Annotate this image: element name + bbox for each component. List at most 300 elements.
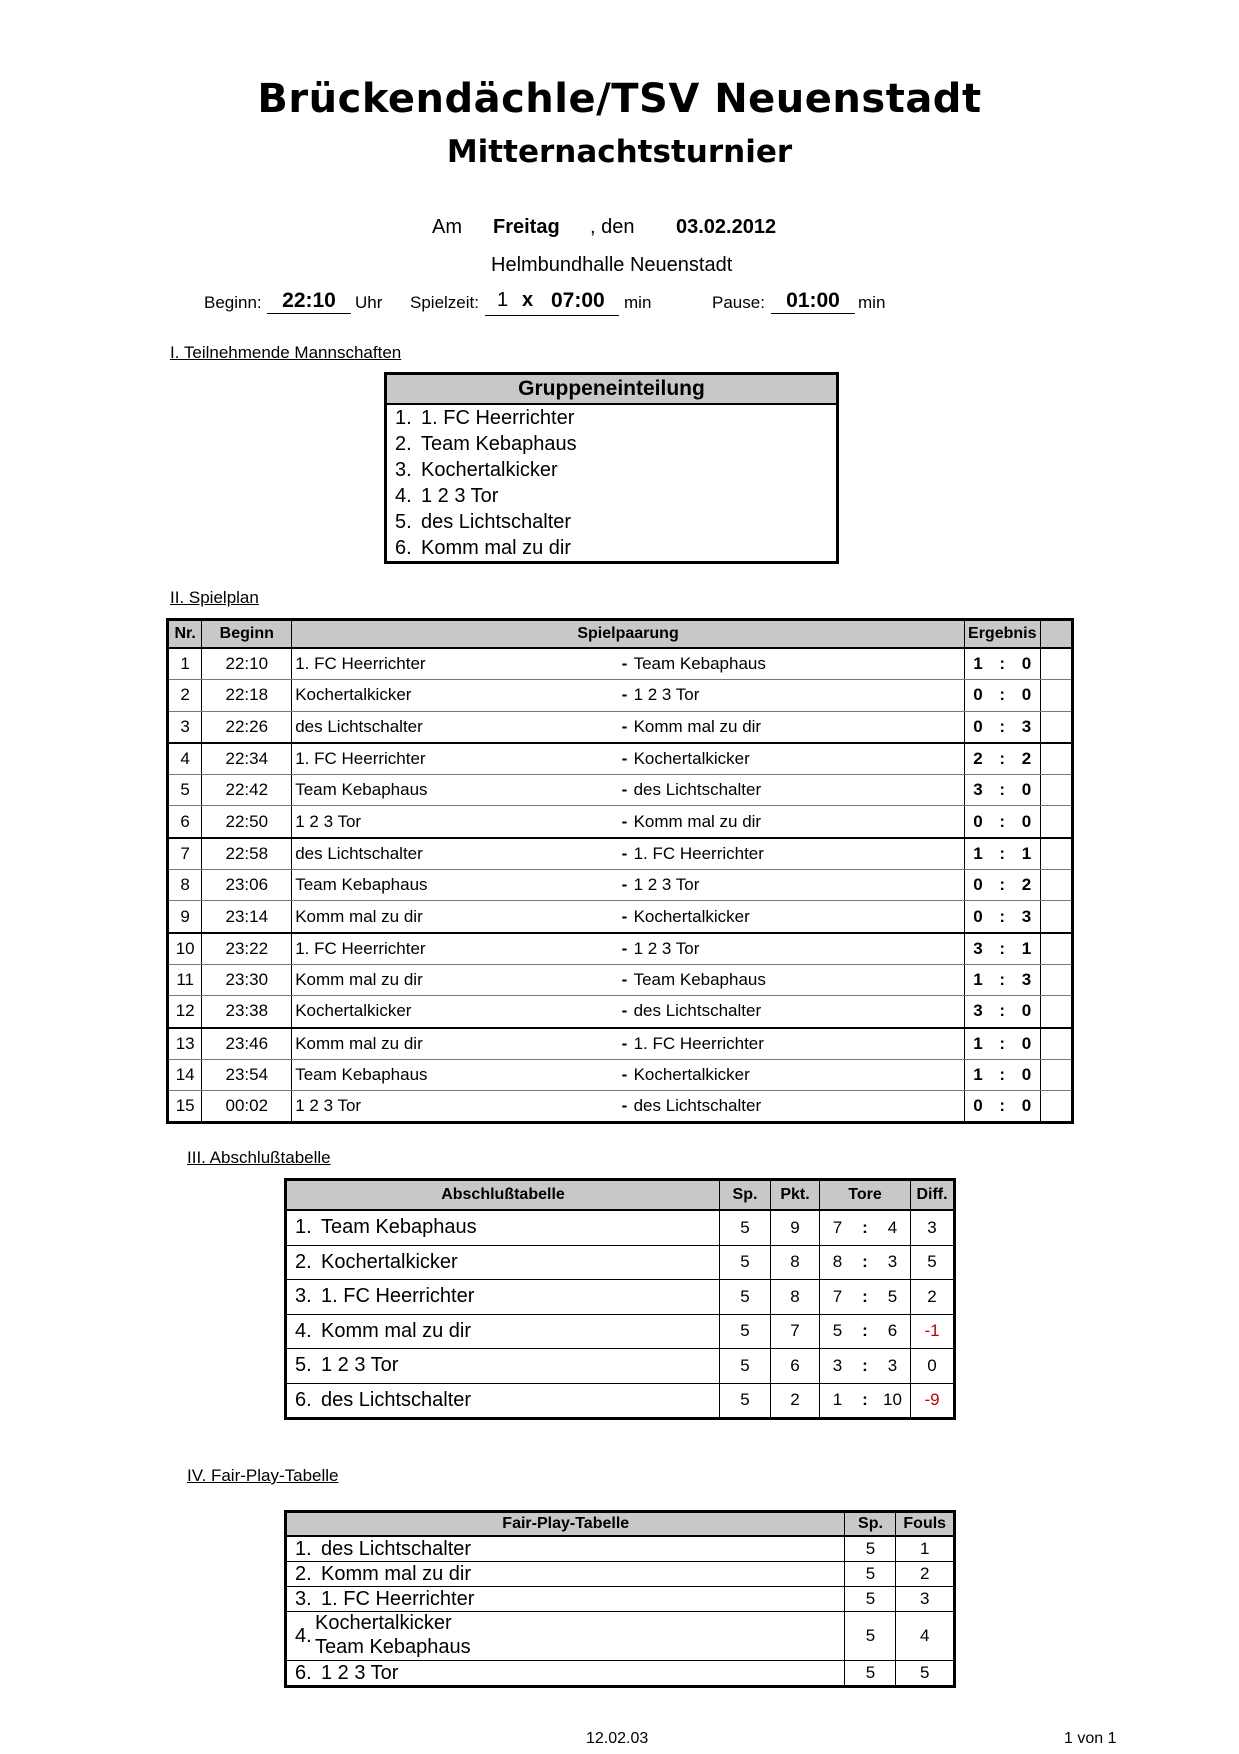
standings-diff: 2 <box>911 1280 955 1315</box>
match-row <box>168 870 1073 901</box>
match-score-colon: : <box>991 775 1013 806</box>
standings-rank: 2. <box>295 1250 312 1273</box>
standings-rank: 1. <box>295 1216 312 1239</box>
match-extra-cell <box>1040 775 1072 806</box>
match-time: 22:50 <box>202 806 292 838</box>
match-nr: 14 <box>168 1059 202 1090</box>
standings-row <box>286 1210 955 1245</box>
standings-goals-for: 7 <box>820 1280 856 1315</box>
group-team-cell <box>386 509 838 535</box>
match-home-team: Komm mal zu dir <box>292 964 619 995</box>
standings-diff: -9 <box>911 1383 955 1419</box>
match-away-team: Kochertalkicker <box>631 901 965 933</box>
match-extra-cell <box>1040 743 1072 775</box>
standings-goals-for: 7 <box>820 1210 856 1245</box>
group-team-row <box>386 431 838 457</box>
match-extra-cell <box>1040 1091 1072 1123</box>
match-score-colon: : <box>991 838 1013 870</box>
match-time: 23:06 <box>202 870 292 901</box>
group-table-header: Gruppeneinteilung <box>386 374 838 405</box>
match-score-colon: : <box>991 1028 1013 1060</box>
col-extra <box>1040 620 1072 649</box>
match-score-colon: : <box>991 806 1013 838</box>
standings-goals-colon: : <box>855 1349 875 1384</box>
standings-pkt: 6 <box>771 1349 820 1384</box>
document-title: Brückendächle/TSV Neuenstadt <box>257 76 982 122</box>
match-dash: - <box>618 648 630 680</box>
match-row <box>168 964 1073 995</box>
abschluss-table <box>284 1178 956 1420</box>
col-ergebnis: Ergebnis <box>964 620 1040 649</box>
fairplay-team-name: des Lichtschalter <box>321 1537 472 1560</box>
match-nr: 13 <box>168 1028 202 1060</box>
spielzeit-field <box>485 289 619 316</box>
match-away-goals: 0 <box>1013 1091 1040 1123</box>
fairplay-row <box>286 1562 955 1587</box>
match-row <box>168 711 1073 743</box>
fairplay-sp: 5 <box>845 1612 896 1661</box>
match-row <box>168 1091 1073 1123</box>
standings-team-name: Kochertalkicker <box>321 1250 458 1273</box>
match-row <box>168 901 1073 933</box>
match-score-colon: : <box>991 901 1013 933</box>
match-home-goals: 0 <box>964 901 991 933</box>
fairplay-rank: 3. <box>295 1587 312 1610</box>
match-nr: 4 <box>168 743 202 775</box>
standings-team-cell <box>286 1383 720 1419</box>
fairplay-fouls: 1 <box>896 1536 955 1562</box>
col-fairplay-fouls: Fouls <box>896 1512 955 1537</box>
match-score-colon: : <box>991 711 1013 743</box>
fairplay-sp: 5 <box>845 1536 896 1562</box>
group-team-name: Komm mal zu dir <box>421 536 572 559</box>
match-nr: 5 <box>168 775 202 806</box>
standings-team-cell <box>286 1210 720 1245</box>
group-team-name: 1. FC Heerrichter <box>421 406 575 429</box>
col-fairplay-sp: Sp. <box>845 1512 896 1537</box>
match-away-team: des Lichtschalter <box>631 996 965 1028</box>
match-extra-cell <box>1040 964 1072 995</box>
standings-goals-for: 1 <box>820 1383 856 1419</box>
match-time: 23:22 <box>202 933 292 965</box>
match-away-goals: 2 <box>1013 870 1040 901</box>
match-home-goals: 1 <box>964 1059 991 1090</box>
match-row <box>168 775 1073 806</box>
fairplay-sp: 5 <box>845 1587 896 1612</box>
document-subtitle: Mitternachtsturnier <box>446 134 793 170</box>
standings-row <box>286 1245 955 1280</box>
standings-sp: 5 <box>720 1349 771 1384</box>
match-home-team: des Lichtschalter <box>292 838 619 870</box>
group-team-rank: 4. <box>395 484 412 507</box>
standings-team-name: Team Kebaphaus <box>321 1216 477 1239</box>
standings-goals-colon: : <box>855 1245 875 1280</box>
fairplay-sp: 5 <box>845 1661 896 1687</box>
standings-goals-colon: : <box>855 1210 875 1245</box>
fairplay-fouls: 3 <box>896 1587 955 1612</box>
match-nr: 1 <box>168 648 202 680</box>
match-home-goals: 0 <box>964 1091 991 1123</box>
match-home-team: 1. FC Heerrichter <box>292 648 619 680</box>
match-dash: - <box>618 870 630 901</box>
match-nr: 7 <box>168 838 202 870</box>
match-extra-cell <box>1040 901 1072 933</box>
match-extra-cell <box>1040 680 1072 711</box>
match-row <box>168 680 1073 711</box>
match-home-goals: 1 <box>964 1028 991 1060</box>
col-abschluss-tore: Tore <box>820 1180 911 1211</box>
standings-row <box>286 1349 955 1384</box>
match-away-team: 1 2 3 Tor <box>631 933 965 965</box>
match-away-team: 1 2 3 Tor <box>631 680 965 711</box>
fairplay-team-name: Komm mal zu dir <box>321 1562 472 1585</box>
group-team-name: 1 2 3 Tor <box>421 484 499 507</box>
group-team-name: des Lichtschalter <box>421 510 572 533</box>
standings-team-name: 1 2 3 Tor <box>321 1354 399 1377</box>
section-teams-heading: I. Teilnehmende Mannschaften <box>170 343 402 362</box>
fairplay-team-cell <box>286 1587 845 1612</box>
match-home-goals: 0 <box>964 806 991 838</box>
standings-goals-against: 6 <box>875 1314 911 1349</box>
fairplay-fouls: 2 <box>896 1562 955 1587</box>
match-time: 23:38 <box>202 996 292 1028</box>
standings-goals-against: 3 <box>875 1349 911 1384</box>
match-nr: 2 <box>168 680 202 711</box>
match-time: 22:26 <box>202 711 292 743</box>
match-dash: - <box>618 680 630 711</box>
match-score-colon: : <box>991 996 1013 1028</box>
group-team-name: Kochertalkicker <box>421 458 558 481</box>
standings-goals-against: 3 <box>875 1245 911 1280</box>
standings-diff: 3 <box>911 1210 955 1245</box>
match-away-team: Kochertalkicker <box>631 743 965 775</box>
match-away-goals: 3 <box>1013 711 1040 743</box>
match-dash: - <box>618 964 630 995</box>
fairplay-fouls: 4 <box>896 1612 955 1661</box>
group-team-cell <box>386 535 838 563</box>
fairplay-rank: 1. <box>295 1537 312 1560</box>
group-team-cell <box>386 483 838 509</box>
standings-goals-against: 4 <box>875 1210 911 1245</box>
group-team-rank: 5. <box>395 510 412 533</box>
standings-sp: 5 <box>720 1383 771 1419</box>
match-extra-cell <box>1040 933 1072 965</box>
match-nr: 9 <box>168 901 202 933</box>
venue: Helmbundhalle Neuenstadt <box>491 254 733 276</box>
standings-row <box>286 1280 955 1315</box>
match-away-goals: 1 <box>1013 933 1040 965</box>
match-time: 23:30 <box>202 964 292 995</box>
match-nr: 8 <box>168 870 202 901</box>
match-extra-cell <box>1040 838 1072 870</box>
match-away-team: Komm mal zu dir <box>631 711 965 743</box>
standings-pkt: 8 <box>771 1280 820 1315</box>
standings-pkt: 7 <box>771 1314 820 1349</box>
spielzeit-value: 07:00 <box>551 289 605 312</box>
match-home-goals: 3 <box>964 775 991 806</box>
match-extra-cell <box>1040 1028 1072 1060</box>
standings-sp: 5 <box>720 1245 771 1280</box>
group-table-body <box>386 404 838 563</box>
match-nr: 11 <box>168 964 202 995</box>
match-time: 23:14 <box>202 901 292 933</box>
fairplay-row <box>286 1661 955 1687</box>
match-dash: - <box>618 933 630 965</box>
group-team-row <box>386 483 838 509</box>
standings-team-name: des Lichtschalter <box>321 1388 472 1411</box>
match-away-goals: 0 <box>1013 775 1040 806</box>
match-row <box>168 838 1073 870</box>
section-spielplan-heading: II. Spielplan <box>170 588 259 607</box>
col-beginn: Beginn <box>202 620 292 649</box>
standings-rank: 4. <box>295 1319 312 1342</box>
footer-page: 1 von 1 <box>1064 1730 1117 1747</box>
match-score-colon: : <box>991 648 1013 680</box>
standings-diff: 0 <box>911 1349 955 1384</box>
den-label: , den <box>590 216 635 238</box>
group-team-cell <box>386 457 838 483</box>
col-nr: Nr. <box>168 620 202 649</box>
group-table <box>384 372 839 564</box>
standings-goals-colon: : <box>855 1314 875 1349</box>
pause-value: 01:00 <box>771 289 855 314</box>
match-home-team: des Lichtschalter <box>292 711 619 743</box>
match-away-team: des Lichtschalter <box>631 1091 965 1123</box>
standings-pkt: 9 <box>771 1210 820 1245</box>
match-away-goals: 0 <box>1013 648 1040 680</box>
pause-label: Pause: <box>712 293 765 312</box>
group-team-row <box>386 509 838 535</box>
standings-team-cell <box>286 1314 720 1349</box>
match-dash: - <box>618 1091 630 1123</box>
match-nr: 10 <box>168 933 202 965</box>
match-time: 00:02 <box>202 1091 292 1123</box>
match-home-team: Team Kebaphaus <box>292 870 619 901</box>
match-home-team: Team Kebaphaus <box>292 775 619 806</box>
match-away-goals: 0 <box>1013 806 1040 838</box>
standings-rank: 6. <box>295 1388 312 1411</box>
standings-goals-against: 10 <box>875 1383 911 1419</box>
fairplay-rank: 4. <box>286 1612 316 1661</box>
group-team-row <box>386 535 838 563</box>
standings-sp: 5 <box>720 1314 771 1349</box>
standings-sp: 5 <box>720 1210 771 1245</box>
section-abschluss-heading: III. Abschlußtabelle <box>187 1148 331 1167</box>
match-away-goals: 3 <box>1013 964 1040 995</box>
match-dash: - <box>618 743 630 775</box>
match-extra-cell <box>1040 711 1072 743</box>
standings-goals-colon: : <box>855 1280 875 1315</box>
match-away-team: Komm mal zu dir <box>631 806 965 838</box>
match-row <box>168 806 1073 838</box>
fairplay-team-name: Kochertalkicker <box>315 1612 452 1634</box>
uhr-label: Uhr <box>355 293 383 312</box>
match-home-team: 1. FC Heerrichter <box>292 933 619 965</box>
match-time: 22:18 <box>202 680 292 711</box>
fairplay-row <box>286 1587 955 1612</box>
standings-team-cell <box>286 1280 720 1315</box>
match-nr: 15 <box>168 1091 202 1123</box>
standings-rank: 3. <box>295 1285 312 1308</box>
match-home-team: Komm mal zu dir <box>292 901 619 933</box>
match-home-goals: 2 <box>964 743 991 775</box>
match-home-team: Kochertalkicker <box>292 996 619 1028</box>
match-time: 22:42 <box>202 775 292 806</box>
match-home-goals: 0 <box>964 711 991 743</box>
match-home-team: Team Kebaphaus <box>292 1059 619 1090</box>
min-label: min <box>624 293 652 312</box>
match-score-colon: : <box>991 870 1013 901</box>
match-home-goals: 1 <box>964 648 991 680</box>
group-team-row <box>386 457 838 483</box>
match-home-goals: 1 <box>964 964 991 995</box>
match-score-colon: : <box>991 964 1013 995</box>
fairplay-rank: 6. <box>295 1661 312 1684</box>
standings-pkt: 8 <box>771 1245 820 1280</box>
match-away-goals: 0 <box>1013 1028 1040 1060</box>
standings-goals-against: 5 <box>875 1280 911 1315</box>
fairplay-team-cell <box>286 1661 845 1687</box>
match-dash: - <box>618 775 630 806</box>
match-score-colon: : <box>991 743 1013 775</box>
match-away-team: Team Kebaphaus <box>631 964 965 995</box>
match-row <box>168 1059 1073 1090</box>
match-time: 22:34 <box>202 743 292 775</box>
match-nr: 12 <box>168 996 202 1028</box>
match-home-goals: 3 <box>964 933 991 965</box>
match-away-team: Kochertalkicker <box>631 1059 965 1090</box>
col-spielpaarung: Spielpaarung <box>292 620 965 649</box>
match-away-team: des Lichtschalter <box>631 775 965 806</box>
col-abschluss-team: Abschlußtabelle <box>286 1180 720 1211</box>
match-dash: - <box>618 1059 630 1090</box>
fairplay-rank: 2. <box>295 1562 312 1585</box>
col-abschluss-sp: Sp. <box>720 1180 771 1211</box>
fairplay-team-name: Team Kebaphaus <box>315 1636 471 1658</box>
match-home-team: Kochertalkicker <box>292 680 619 711</box>
match-home-team: 1. FC Heerrichter <box>292 743 619 775</box>
standings-row <box>286 1314 955 1349</box>
match-home-goals: 1 <box>964 838 991 870</box>
match-away-goals: 3 <box>1013 901 1040 933</box>
standings-goals-for: 5 <box>820 1314 856 1349</box>
beginn-value: 22:10 <box>267 289 351 314</box>
group-team-rank: 6. <box>395 536 412 559</box>
fairplay-team-cell <box>286 1562 845 1587</box>
match-time: 23:46 <box>202 1028 292 1060</box>
spielzeit-count: 1 <box>497 289 509 311</box>
match-row <box>168 648 1073 680</box>
group-team-name: Team Kebaphaus <box>421 432 577 455</box>
match-nr: 3 <box>168 711 202 743</box>
group-team-cell <box>386 404 838 431</box>
match-dash: - <box>618 901 630 933</box>
standings-diff: 5 <box>911 1245 955 1280</box>
min-label-2: min <box>858 293 886 312</box>
match-extra-cell <box>1040 1059 1072 1090</box>
match-home-team: 1 2 3 Tor <box>292 806 619 838</box>
match-away-goals: 0 <box>1013 680 1040 711</box>
match-row <box>168 1028 1073 1060</box>
standings-goals-for: 8 <box>820 1245 856 1280</box>
col-abschluss-diff: Diff. <box>911 1180 955 1211</box>
am-label: Am <box>432 216 462 238</box>
match-away-team: 1. FC Heerrichter <box>631 838 965 870</box>
match-score-colon: : <box>991 1091 1013 1123</box>
match-extra-cell <box>1040 806 1072 838</box>
fairplay-sp: 5 <box>845 1562 896 1587</box>
match-away-team: 1 2 3 Tor <box>631 870 965 901</box>
fairplay-team-cell <box>286 1536 845 1562</box>
match-row <box>168 996 1073 1028</box>
group-team-rank: 1. <box>395 406 412 429</box>
fairplay-team-cell <box>315 1612 845 1661</box>
match-dash: - <box>618 838 630 870</box>
spielzeit-label: Spielzeit: <box>410 293 479 312</box>
spielzeit-x: x <box>522 289 534 311</box>
footer-date: 12.02.03 <box>586 1730 649 1747</box>
beginn-label: Beginn: <box>204 293 262 312</box>
standings-row <box>286 1383 955 1419</box>
spielplan-body <box>168 648 1073 1123</box>
abschluss-body <box>286 1210 955 1419</box>
spielplan-table <box>166 618 1074 1124</box>
match-dash: - <box>618 996 630 1028</box>
fairplay-fouls: 5 <box>896 1661 955 1687</box>
match-away-goals: 0 <box>1013 996 1040 1028</box>
match-extra-cell <box>1040 648 1072 680</box>
fairplay-body <box>286 1536 955 1687</box>
standings-diff: -1 <box>911 1314 955 1349</box>
match-extra-cell <box>1040 870 1072 901</box>
match-score-colon: : <box>991 1059 1013 1090</box>
match-away-team: 1. FC Heerrichter <box>631 1028 965 1060</box>
match-row <box>168 743 1073 775</box>
standings-goals-colon: : <box>855 1383 875 1419</box>
standings-team-cell <box>286 1349 720 1384</box>
match-home-goals: 0 <box>964 680 991 711</box>
group-team-row <box>386 404 838 431</box>
standings-team-name: 1. FC Heerrichter <box>321 1285 475 1308</box>
day-value: Freitag <box>493 216 560 238</box>
fairplay-row <box>286 1536 955 1562</box>
standings-sp: 5 <box>720 1280 771 1315</box>
match-home-team: 1 2 3 Tor <box>292 1091 619 1123</box>
match-away-goals: 1 <box>1013 838 1040 870</box>
match-home-goals: 0 <box>964 870 991 901</box>
group-team-cell <box>386 431 838 457</box>
match-dash: - <box>618 1028 630 1060</box>
standings-goals-for: 3 <box>820 1349 856 1384</box>
match-time: 23:54 <box>202 1059 292 1090</box>
match-dash: - <box>618 711 630 743</box>
group-team-rank: 3. <box>395 458 412 481</box>
match-home-goals: 3 <box>964 996 991 1028</box>
standings-team-name: Komm mal zu dir <box>321 1319 472 1342</box>
col-fairplay-team: Fair-Play-Tabelle <box>286 1512 845 1537</box>
match-dash: - <box>618 806 630 838</box>
match-away-goals: 0 <box>1013 1059 1040 1090</box>
standings-team-cell <box>286 1245 720 1280</box>
fairplay-team-name: 1 2 3 Tor <box>321 1661 399 1684</box>
standings-pkt: 2 <box>771 1383 820 1419</box>
group-team-rank: 2. <box>395 432 412 455</box>
match-nr: 6 <box>168 806 202 838</box>
match-score-colon: : <box>991 680 1013 711</box>
section-fairplay-heading: IV. Fair-Play-Tabelle <box>187 1466 339 1485</box>
match-home-team: Komm mal zu dir <box>292 1028 619 1060</box>
match-row <box>168 933 1073 965</box>
